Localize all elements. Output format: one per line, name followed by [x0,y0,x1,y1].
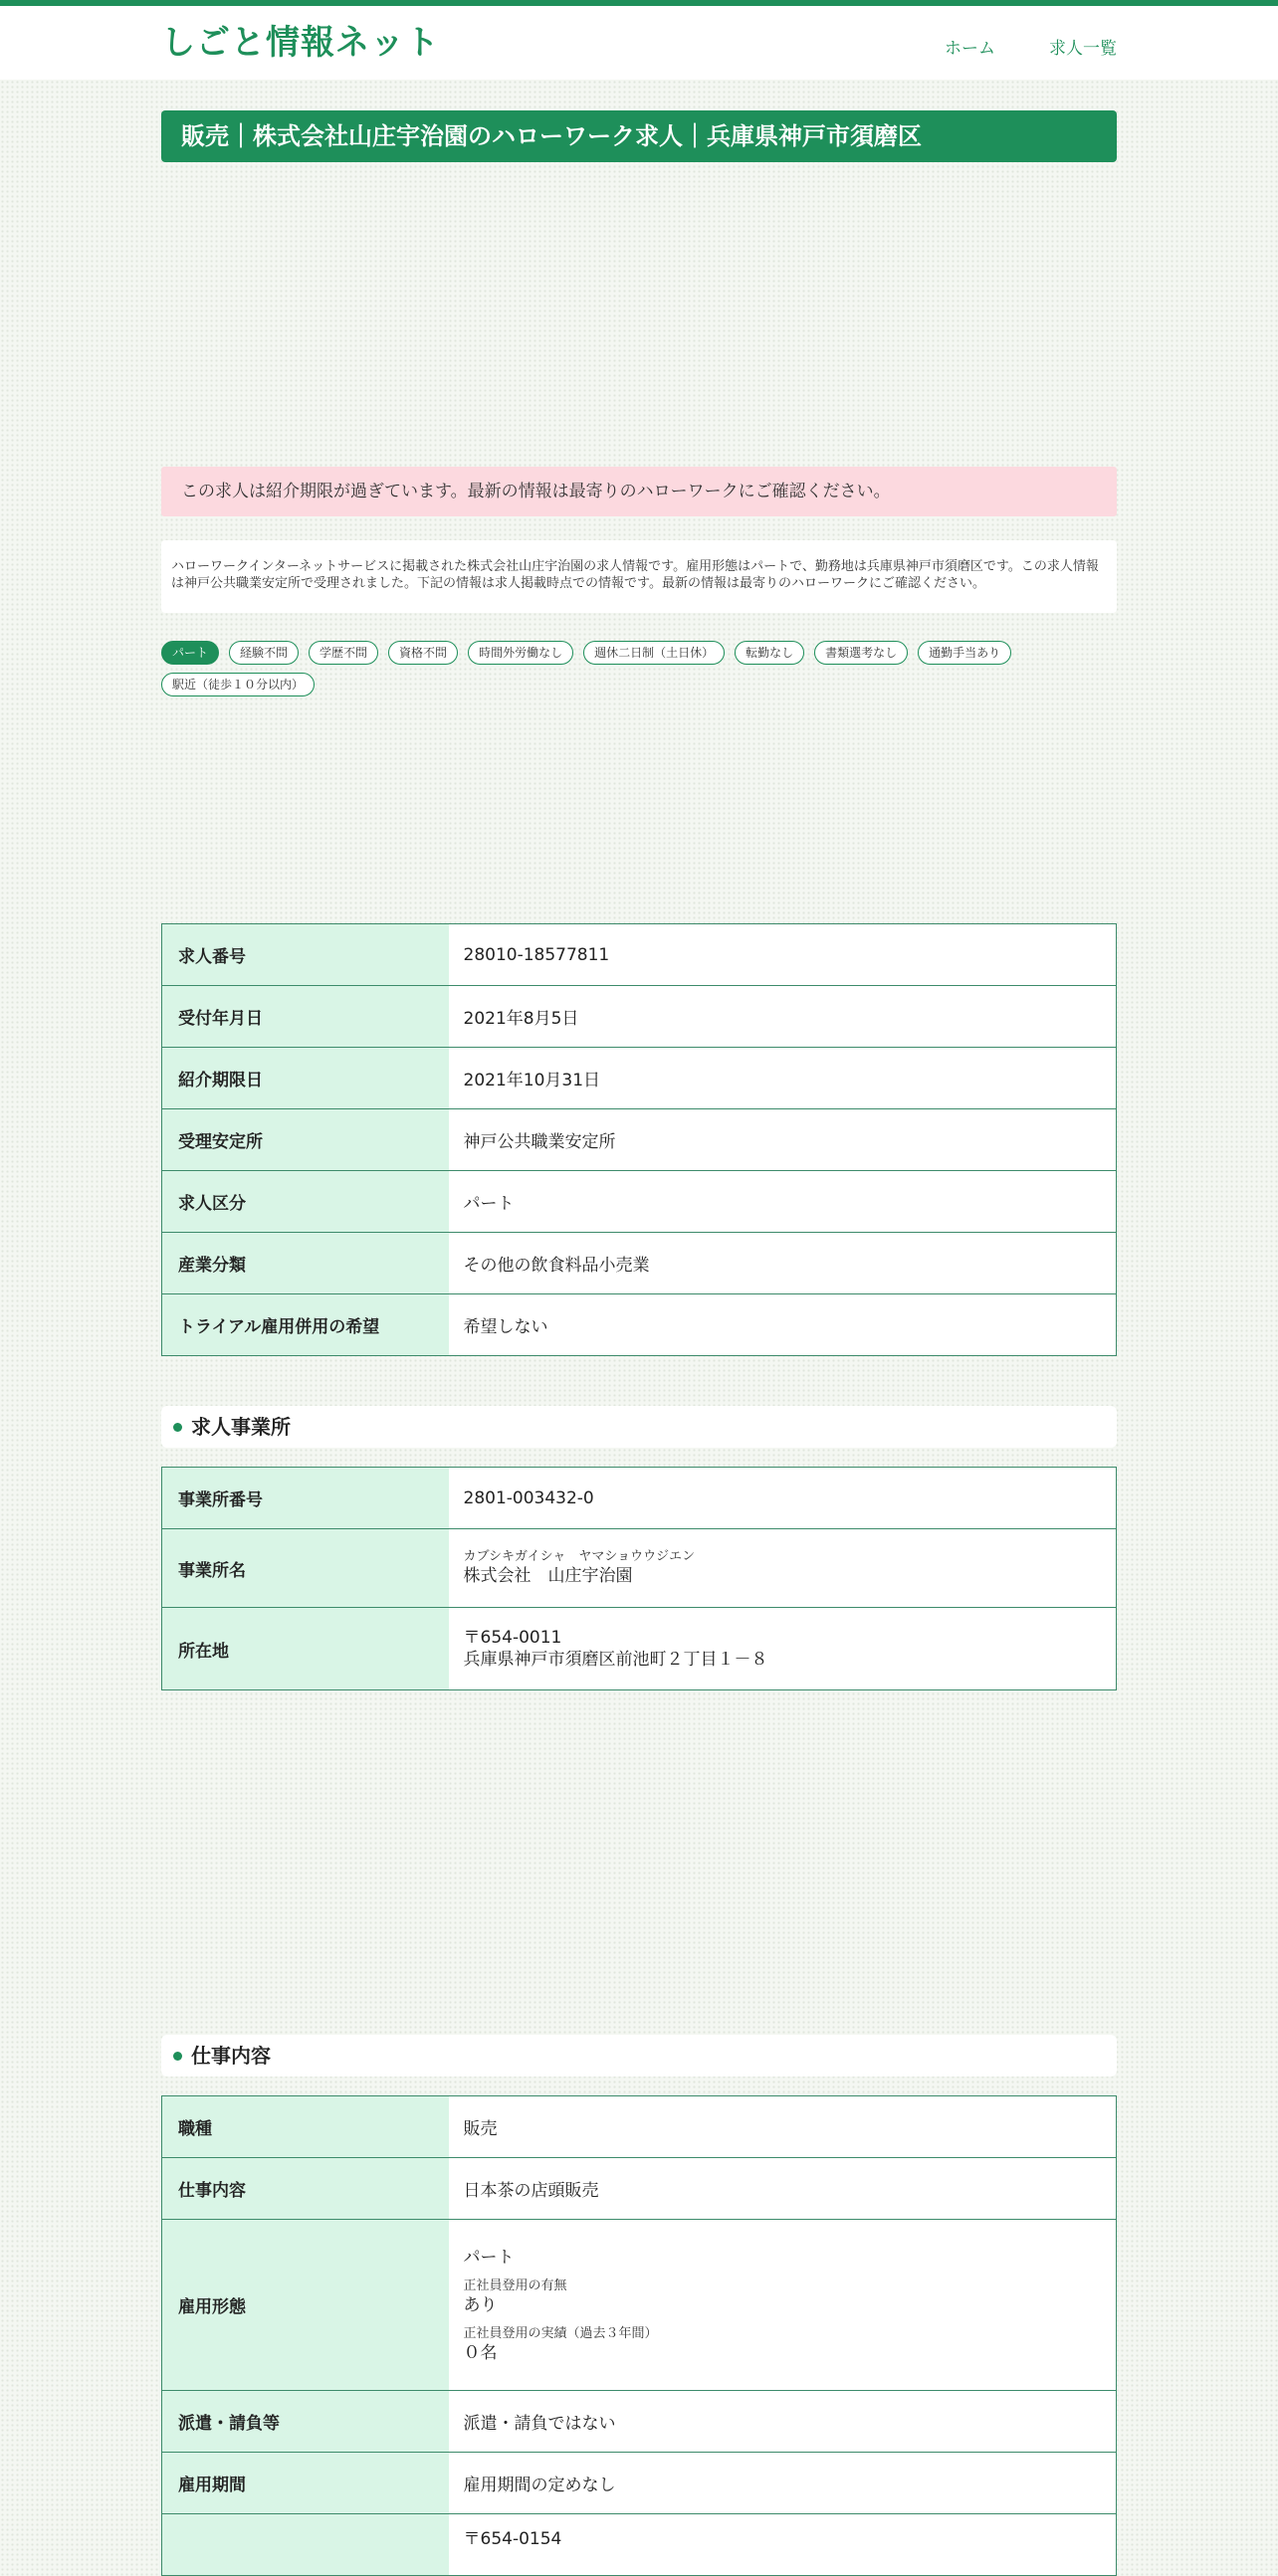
office-address-cell [449,1608,1117,1690]
row-value: 28010-18577811 [449,924,1117,986]
page-title: 販売｜株式会社山庄宇治園のハローワーク求人｜兵庫県神戸市須磨区 [161,110,1117,162]
office-heading-text: 求人事業所 [191,1415,291,1439]
intro-line-2: は神戸公共職業安定所で受理されました。下記の情報は求人掲載時点での情報です。最新の情報は最寄りのハローワークにご確認ください。 [171,576,985,591]
row-label: 紹介期限日 [162,1048,449,1109]
row-label: 求人番号 [162,924,449,986]
job-info-table [161,2095,1117,2576]
tag-weekends-off[interactable]: 週休二日制（土日休） [583,641,725,665]
row-value: 希望しない [449,1294,1117,1356]
row-label: 事業所名 [162,1529,449,1608]
tag-no-qualification[interactable]: 資格不問 [388,641,458,665]
job-section-heading [161,2035,1117,2077]
table-row [162,1233,1117,1294]
table-row [162,1048,1117,1109]
site-header [0,6,1278,80]
row-value: 2021年8月5日 [449,986,1117,1048]
regular-label: 正社員登用の有無 [463,2278,567,2293]
job-section [161,2095,1117,2576]
row-value: その他の飲食料品小売業 [449,1233,1117,1294]
record-label: 正社員登用の実績（過去３年間） [463,2325,658,2341]
job-content: 日本茶の店頭販売 [449,2158,1117,2220]
nav-job-list-link[interactable]: 求人一覧 [1049,39,1117,59]
table-row [162,1608,1117,1690]
table-row [162,2391,1117,2453]
expired-notice: この求人は紹介期限が過ぎています。最新の情報は最寄りのハローワークにご確認ください。 [161,467,1117,516]
office-name: 株式会社 山庄宇治園 [463,1566,633,1586]
table-row [162,1294,1117,1356]
period-value: 雇用期間の定めなし [449,2453,1117,2514]
regular-value: あり [463,2294,498,2315]
row-label: 雇用形態 [162,2220,449,2391]
office-name-kana: カブシキガイシャ ヤマショウウジエン [463,1549,696,1564]
row-label: 雇用期間 [162,2453,449,2514]
tag-no-transfer[interactable]: 転勤なし [735,641,804,665]
tag-near-station[interactable]: 駅近（徒歩１０分以内） [161,673,315,696]
office-info-table [161,1467,1117,1690]
basic-info-table [161,923,1117,1356]
row-value: 神戸公共職業安定所 [449,1109,1117,1171]
office-address: 兵庫県神戸市須磨区前池町２丁目１－８ [463,1650,768,1670]
bullet-dot-icon [173,1423,182,1432]
bullet-dot-icon [173,2052,182,2061]
row-label: 職種 [162,2096,449,2158]
row-label: 派遣・請負等 [162,2391,449,2453]
employment-cell [449,2220,1117,2391]
work-postal: 〒654-0154 [449,2514,1117,2576]
table-row [162,986,1117,1048]
office-section [161,1467,1117,1690]
row-label: 求人区分 [162,1171,449,1233]
tag-commute-allowance[interactable]: 通勤手当あり [918,641,1011,665]
record-value: ０名 [463,2342,498,2363]
job-type: 販売 [449,2096,1117,2158]
row-label [162,2514,449,2576]
row-label: 所在地 [162,1608,449,1690]
basic-info-section [161,923,1117,1356]
table-row [162,2453,1117,2514]
office-postal: 〒654-0011 [463,1628,562,1648]
intro-text [161,540,1117,613]
nav-home-link[interactable]: ホーム [945,39,995,59]
job-heading-text: 仕事内容 [191,2044,271,2068]
office-section-heading [161,1406,1117,1448]
office-number: 2801-003432-0 [449,1468,1117,1529]
row-label: 受付年月日 [162,986,449,1048]
office-name-cell [449,1529,1117,1608]
site-logo-link[interactable]: しごと情報ネット [161,23,440,63]
row-label: 仕事内容 [162,2158,449,2220]
tag-no-overtime[interactable]: 時間外労働なし [468,641,573,665]
tag-no-document-screening[interactable]: 書類選考なし [814,641,908,665]
table-row [162,2158,1117,2220]
table-row [162,1468,1117,1529]
row-label: 産業分類 [162,1233,449,1294]
tag-no-education[interactable]: 学歴不問 [309,641,378,665]
row-value: パート [449,1171,1117,1233]
table-row [162,1109,1117,1171]
tag-list [161,641,1117,696]
row-value: 2021年10月31日 [449,1048,1117,1109]
intro-line-1: ハローワークインターネットサービスに掲載された株式会社山庄宇治園の求人情報です。雇用形態はパートで、勤務地は兵庫県神戸市須磨区です。この求人情報 [171,559,1099,574]
employment-type: パート [463,2247,515,2268]
table-row [162,2220,1117,2391]
table-row [162,924,1117,986]
row-label: 事業所番号 [162,1468,449,1529]
tag-part-time[interactable]: パート [161,641,219,665]
table-row [162,1529,1117,1608]
row-label: トライアル雇用併用の希望 [162,1294,449,1356]
tag-no-experience[interactable]: 経験不問 [229,641,299,665]
dispatch-value: 派遣・請負ではない [449,2391,1117,2453]
table-row [162,2096,1117,2158]
table-row [162,2514,1117,2576]
main-nav [945,34,1117,59]
row-label: 受理安定所 [162,1109,449,1171]
table-row [162,1171,1117,1233]
